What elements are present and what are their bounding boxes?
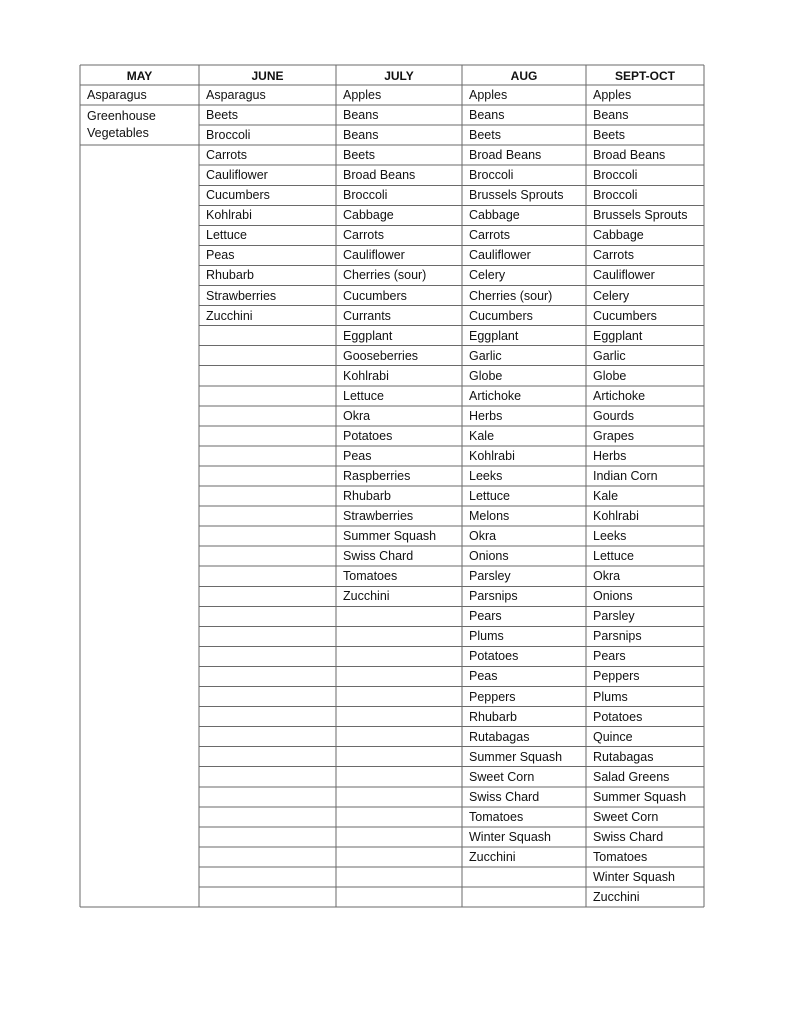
table-cell: Eggplant xyxy=(593,328,643,343)
table-cell: Pears xyxy=(469,609,502,624)
table-cell: Peppers xyxy=(469,689,516,704)
table-cell: Peas xyxy=(343,448,372,463)
table-cell: Leeks xyxy=(469,468,503,483)
table-cell: Winter Squash xyxy=(469,829,551,844)
table-cell: Cucumbers xyxy=(206,188,270,203)
table-cell: Carrots xyxy=(343,228,384,243)
table-cell: Herbs xyxy=(593,448,627,463)
table-cell: Plums xyxy=(593,689,628,704)
table-cell: Cucumbers xyxy=(343,288,407,303)
table-cell: Lettuce xyxy=(593,549,635,564)
table-cell: Swiss Chard xyxy=(469,789,540,804)
table-cell: Garlic xyxy=(469,348,502,363)
table-cell: Winter Squash xyxy=(593,869,675,884)
table-cell: Asparagus xyxy=(206,88,266,102)
table-cell: Tomatoes xyxy=(343,569,398,584)
table-cell: Cucumbers xyxy=(469,308,533,323)
table-cell: Garlic xyxy=(593,348,626,363)
table-cell: Swiss Chard xyxy=(593,829,664,844)
table-cell: Beans xyxy=(593,108,629,123)
table-cell: Cabbage xyxy=(469,208,520,223)
table-cell: Lettuce xyxy=(469,489,511,503)
table-cell: Broad Beans xyxy=(343,168,416,183)
table-cell: Potatoes xyxy=(469,649,519,664)
table-cell: Zucchini xyxy=(593,890,640,904)
table-cell: Zucchini xyxy=(206,308,253,323)
table-cell: Plums xyxy=(469,629,504,644)
table-cell: Cabbage xyxy=(593,228,644,243)
table-cell: Cauliflower xyxy=(343,248,405,263)
table-cell: Rutabagas xyxy=(469,729,530,744)
table-cell: Peppers xyxy=(593,669,640,684)
table-cell: Carrots xyxy=(593,248,634,263)
table-cell: Potatoes xyxy=(343,428,393,443)
table-cell: Broccoli xyxy=(206,128,251,143)
table-cell: Broccoli xyxy=(593,168,638,183)
table-cell: Beets xyxy=(593,128,625,143)
table-cell: Brussels Sprouts xyxy=(593,208,688,223)
table-cell: Grapes xyxy=(593,428,634,443)
column-header: JUNE xyxy=(251,69,284,83)
table-cell: Pears xyxy=(593,649,626,664)
table-cell: Onions xyxy=(593,589,633,604)
table-cell: Beans xyxy=(469,108,505,123)
table-cell: Greenhouse xyxy=(87,109,156,124)
table-cell: Peas xyxy=(206,248,235,263)
table-cell: Kohlrabi xyxy=(593,509,639,524)
table-cell: Kohlrabi xyxy=(343,368,389,383)
table-cell: Artichoke xyxy=(469,388,522,403)
table-cell: Apples xyxy=(593,88,632,102)
table-cell: Beans xyxy=(343,108,379,123)
table-cell: Okra xyxy=(469,529,497,544)
table-cell: Beets xyxy=(469,128,501,143)
table-cell: Cherries (sour) xyxy=(343,268,427,283)
column-header: AUG xyxy=(510,69,538,83)
table-cell: Lettuce xyxy=(206,228,248,243)
table-cell: Rhubarb xyxy=(206,268,254,283)
table-cell: Cabbage xyxy=(343,208,394,223)
table-cell: Rhubarb xyxy=(343,489,391,503)
table-cell: Apples xyxy=(343,88,382,102)
table-cell: Broad Beans xyxy=(593,148,666,163)
table-cell: Onions xyxy=(469,549,509,564)
table-cell: Kohlrabi xyxy=(206,208,252,223)
table-cell: Parsley xyxy=(593,609,635,624)
table-cell: Summer Squash xyxy=(593,789,687,804)
table-cell: Quince xyxy=(593,729,633,744)
table-cell: Salad Greens xyxy=(593,769,670,784)
table-cell: Gooseberries xyxy=(343,348,419,363)
table-cell: Zucchini xyxy=(343,589,390,604)
table-cell: Tomatoes xyxy=(469,809,524,824)
table-cell: Cauliflower xyxy=(469,248,531,263)
table-cell: Broad Beans xyxy=(469,148,542,163)
table-cell: Celery xyxy=(593,288,630,303)
table-cell: Beets xyxy=(343,148,375,163)
table-cell: Swiss Chard xyxy=(343,549,414,564)
table-cell: Leeks xyxy=(593,529,627,544)
table-cell: Broccoli xyxy=(343,188,388,203)
table-cell: Potatoes xyxy=(593,709,643,724)
table-cell: Parsnips xyxy=(469,589,518,604)
table-cell: Kale xyxy=(593,489,619,503)
table-cell: Apples xyxy=(469,88,508,102)
table-cell: Gourds xyxy=(593,408,634,423)
table-cell: Parsnips xyxy=(593,629,642,644)
table-cell: Rutabagas xyxy=(593,749,654,764)
table-cell: Asparagus xyxy=(87,88,147,102)
table-cell: Kale xyxy=(469,428,495,443)
table-cell: Sweet Corn xyxy=(469,769,535,784)
table-cell: Artichoke xyxy=(593,388,646,403)
table-cell: Lettuce xyxy=(343,388,385,403)
table-cell: Cauliflower xyxy=(593,268,655,283)
table-cell: Peas xyxy=(469,669,498,684)
table-cell: Globe xyxy=(469,368,503,383)
table-cell: Beans xyxy=(343,128,379,143)
table-cell: Rhubarb xyxy=(469,709,517,724)
column-header: MAY xyxy=(126,69,153,83)
table-cell: Brussels Sprouts xyxy=(469,188,564,203)
table-cell: Celery xyxy=(469,268,506,283)
table-cell: Strawberries xyxy=(343,509,414,524)
table-cell: Eggplant xyxy=(343,328,393,343)
table-cell: Melons xyxy=(469,509,510,524)
table-cell: Carrots xyxy=(206,148,247,163)
table-cell: Parsley xyxy=(469,569,511,584)
table-cell: Cauliflower xyxy=(206,168,268,183)
table-cell: Raspberries xyxy=(343,468,411,483)
table-cell: Okra xyxy=(343,408,371,423)
table-cell: Vegetables xyxy=(87,126,149,141)
table-cell: Eggplant xyxy=(469,328,519,343)
table-cell: Strawberries xyxy=(206,288,277,303)
table-cell: Cucumbers xyxy=(593,308,657,323)
table-cell: Tomatoes xyxy=(593,849,648,864)
table-cell: Broccoli xyxy=(593,188,638,203)
column-header: JULY xyxy=(384,69,414,83)
table-cell: Beets xyxy=(206,108,238,123)
table-cell: Summer Squash xyxy=(469,749,563,764)
table-cell: Sweet Corn xyxy=(593,809,659,824)
table-cell: Kohlrabi xyxy=(469,448,515,463)
table-cell: Globe xyxy=(593,368,627,383)
table-cell: Summer Squash xyxy=(343,529,437,544)
column-header: SEPT-OCT xyxy=(614,69,675,83)
table-cell: Okra xyxy=(593,569,621,584)
table-cell: Carrots xyxy=(469,228,510,243)
table-cell: Indian Corn xyxy=(593,468,658,483)
table-cell: Broccoli xyxy=(469,168,514,183)
table-cell: Zucchini xyxy=(469,849,516,864)
table-cell: Herbs xyxy=(469,408,503,423)
table-cell: Cherries (sour) xyxy=(469,288,553,303)
table-cell: Currants xyxy=(343,308,391,323)
